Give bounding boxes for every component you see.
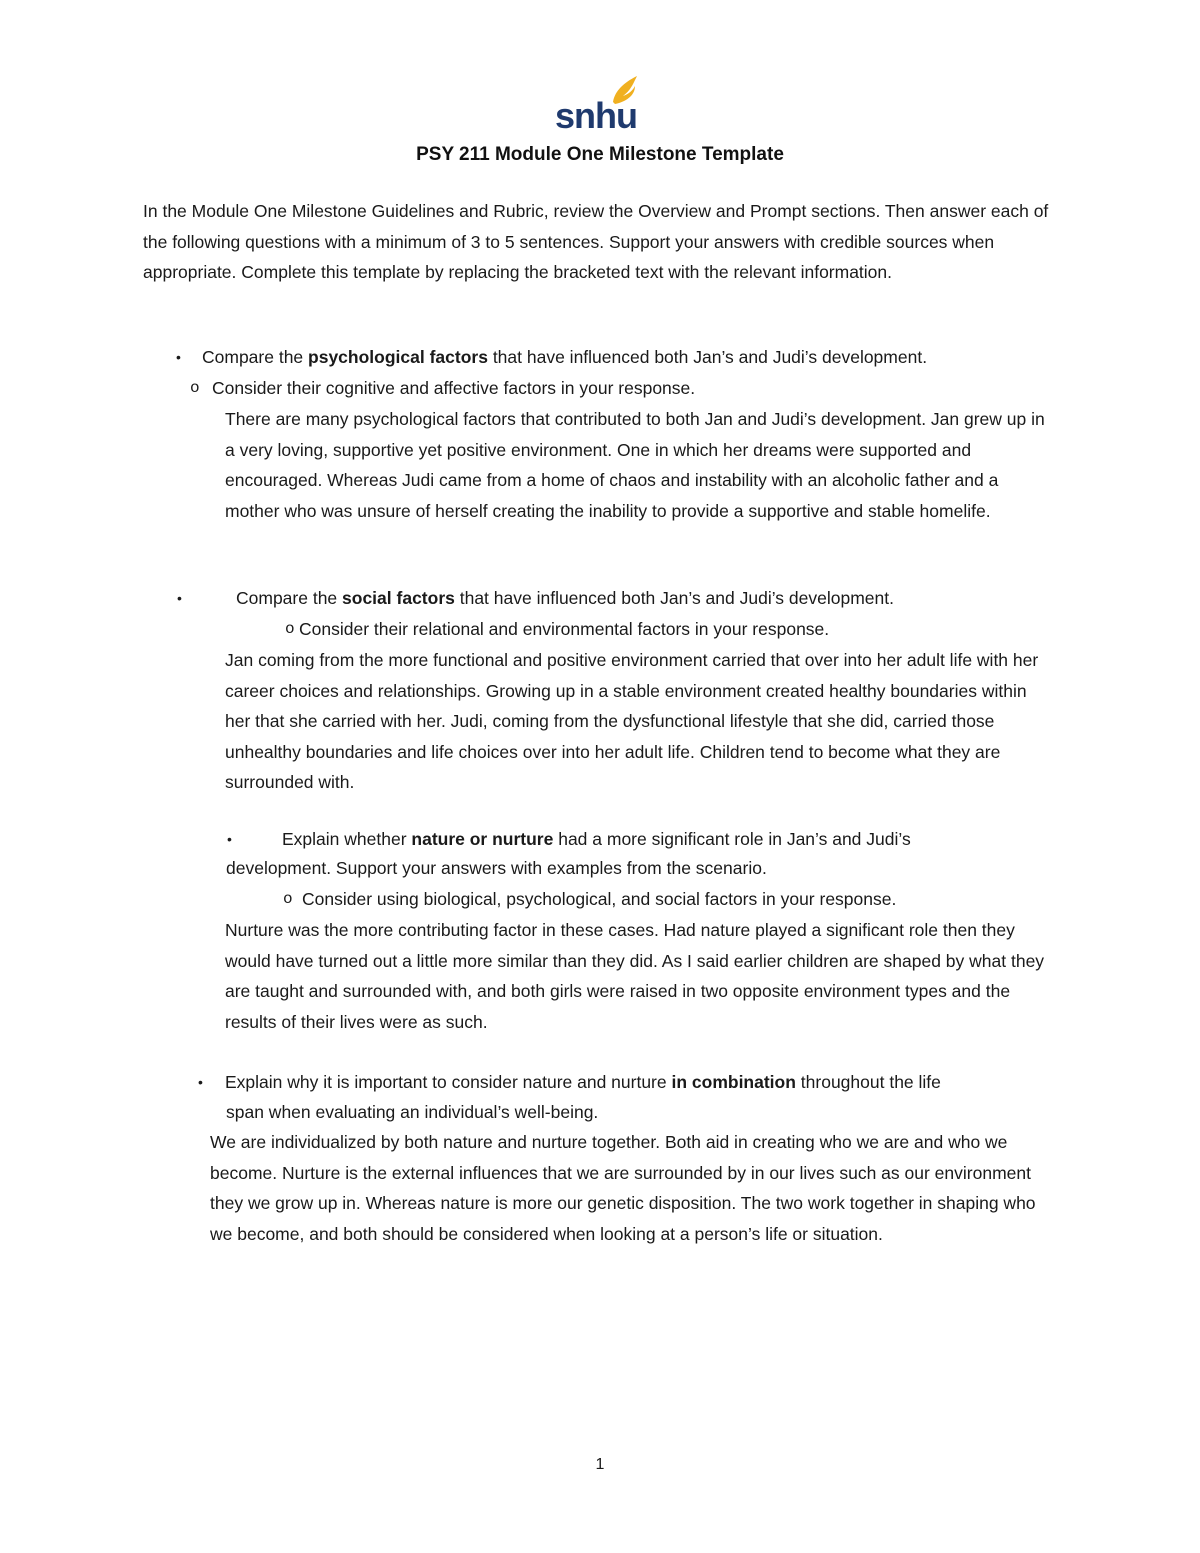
q1-subprompt: Consider their cognitive and affective factors in your response. xyxy=(212,378,696,398)
snhu-logo xyxy=(553,72,643,132)
q2-subprompt: Consider their relational and environmental factors in your response. xyxy=(299,619,830,639)
sub-bullet-marker: o xyxy=(283,890,293,908)
q3-answer: Nurture was the more contributing factor in these cases. Had nature played a significant role then they would have turned out a little more similar than they did. As I said earlier children are shaped by what they are taught and surrounded with, and both girls were raised in two opposite environment types and the results of their lives were as such. xyxy=(225,920,1045,1032)
q4-prompt: Explain why it is important to consider nature and nurture in combination throughout the life xyxy=(225,1072,941,1092)
sub-bullet-marker: o xyxy=(190,379,200,397)
bullet-marker: • xyxy=(227,831,232,847)
bullet-marker: • xyxy=(177,590,182,606)
q3-subprompt: Consider using biological, psychological, and social factors in your response. xyxy=(302,889,897,909)
q2-answer: Jan coming from the more functional and positive environment carried that over into her adult life with her career choices and relationships. Growing up in a stable environment created healthy boundaries within her that she carried with her. Judi, coming from the dysfunctional lifestyle that she did, carried those unhealthy boundaries and life choices over into her adult life. Children tend to become what they are surrounded with. xyxy=(225,650,1039,792)
q1-answer: There are many psychological factors that contributed to both Jan and Judi’s development. Jan grew up in a very loving, supportive yet positive environment. One in which her dreams were supported and encouraged. Whereas Judi came from a home of chaos and instability with an alcoholic father and a mother who was unsure of herself creating the inability to provide a supportive and stable homelife. xyxy=(225,409,1045,521)
sub-bullet-marker: o xyxy=(285,620,295,638)
logo-text: snhu xyxy=(555,95,637,132)
q4-prompt-continued: span when evaluating an individual’s well-being. xyxy=(226,1102,599,1122)
q1-prompt: Compare the psychological factors that have influenced both Jan’s and Judi’s development. xyxy=(202,347,928,367)
intro-paragraph: In the Module One Milestone Guidelines and Rubric, review the Overview and Prompt sections. Then answer each of the following questions with a minimum of 3 to 5 sentences. Support your answers with credible sources when appropriate. Complete this template by replacing the bracketed text with the relevant information. xyxy=(143,201,1049,282)
page-title: PSY 211 Module One Milestone Template xyxy=(416,144,784,165)
q2-prompt: Compare the social factors that have influenced both Jan’s and Judi’s development. xyxy=(236,588,894,608)
bullet-marker: • xyxy=(198,1074,203,1090)
q3-prompt: Explain whether nature or nurture had a more significant role in Jan’s and Judi’s xyxy=(282,829,911,849)
bullet-marker: • xyxy=(176,349,181,365)
q3-prompt-continued: development. Support your answers with examples from the scenario. xyxy=(226,858,767,878)
page-number: 1 xyxy=(595,1456,605,1473)
q4-answer: We are individualized by both nature and nurture together. Both aid in creating who we are and who we become. Nurture is the external influences that we are surrounded by in our lives such as our environment they we grow up in. Whereas nature is more our genetic disposition. The two work together in shaping who we become, and both should be considered when looking at a person’s life or situation. xyxy=(210,1132,1036,1244)
